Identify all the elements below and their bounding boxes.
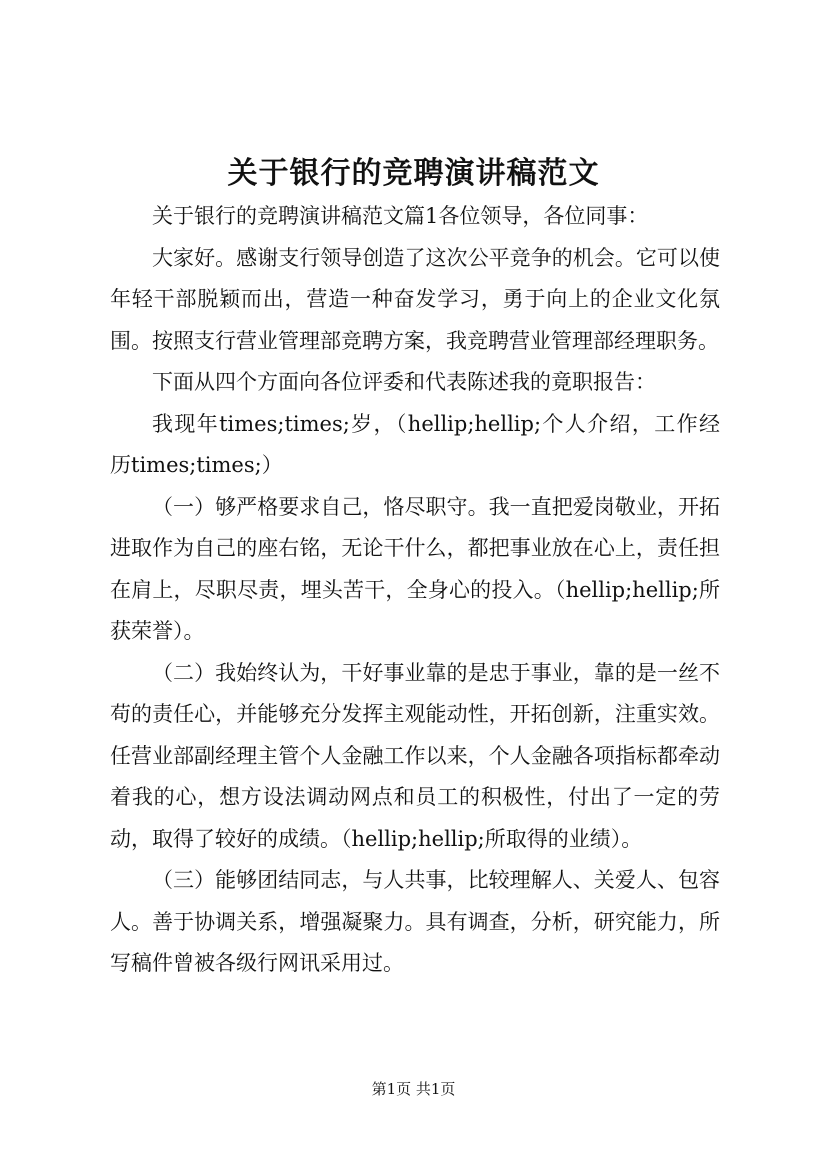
- paragraph-point-one: （一）够严格要求自己，恪尽职守。我一直把爱岗敬业，开拓进取作为自己的座右铭，无论干什么，都把事业放在心上，责任担在肩上，尽职尽责，埋头苦干，全身心的投入。（hellip;hellip;所获荣誉）。: [110, 494, 720, 643]
- page-footer: 第1页 共1页: [371, 1080, 456, 1098]
- paragraph-point-two: （二）我始终认为，干好事业靠的是忠于事业，靠的是一丝不苟的责任心，并能够充分发挥主观能动性，开拓创新，注重实效。任营业部副经理主管个人金融工作以来，个人金融各项指标都牵动着我的心，想方设法调动网点和员工的积极性，付出了一定的劳动，取得了较好的成绩。（hellip;hellip;所取得的业绩）。: [110, 660, 720, 851]
- document-body: [110, 196, 720, 985]
- paragraph-greeting: 关于银行的竞聘演讲稿范文篇1各位领导，各位同事：: [152, 204, 649, 228]
- paragraph-point-three: （三）能够团结同志，与人共事，比较理解人、关爱人、包容人。善于协调关系，增强凝聚力。具有调查，分析，研究能力，所写稿件曾被各级行网讯采用过。: [110, 868, 720, 975]
- paragraph-outline: 下面从四个方面向各位评委和代表陈述我的竟职报告：: [152, 370, 656, 394]
- page-title: 关于银行的竞聘演讲稿范文: [227, 156, 600, 191]
- paragraph-intro: 大家好。感谢支行领导创造了这次公平竞争的机会。它可以使年轻干部脱颖而出，营造一种奋发学习，勇于向上的企业文化氛围。按照支行营业管理部竞聘方案，我竞聘营业管理部经理职务。: [110, 245, 720, 353]
- paragraph-personal: 我现年times;times;岁，（hellip;hellip;个人介绍，工作经历times;times;）: [110, 411, 720, 477]
